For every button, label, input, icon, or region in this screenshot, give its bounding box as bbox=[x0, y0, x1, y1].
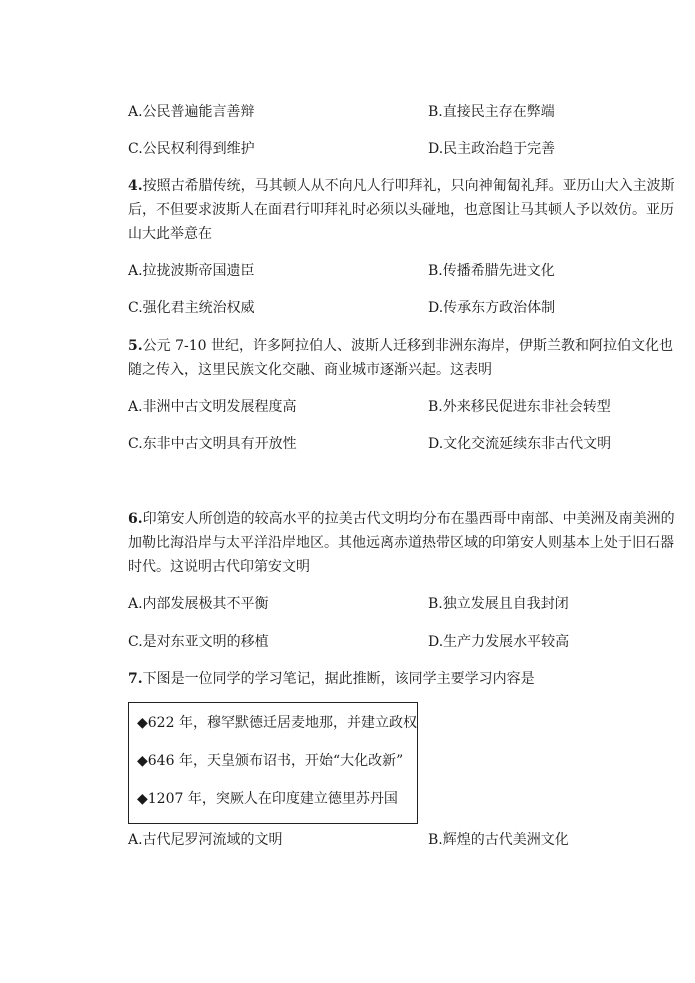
study-notes-box bbox=[128, 702, 418, 824]
study-note-2: ◆646 年，天皇颁布诏书，开始“大化改新” bbox=[137, 753, 404, 769]
q6-option-b: B.独立发展且自我封闭 bbox=[428, 596, 569, 612]
q5-option-a: A.非洲中古文明发展程度高 bbox=[128, 399, 297, 415]
q6-option-c: C.是对东亚文明的移植 bbox=[128, 634, 269, 650]
q6-option-a: A.内部发展极其不平衡 bbox=[128, 596, 269, 612]
q3-option-d: D.民主政治趋于完善 bbox=[428, 141, 556, 157]
q7-number: 7. bbox=[128, 671, 143, 687]
q4-stem-line3: 山大此举意在 bbox=[128, 226, 212, 242]
q6-number: 6. bbox=[128, 511, 143, 527]
q4-option-d: D.传承东方政治体制 bbox=[428, 300, 556, 316]
q4-stem-line1: 4.按照古希腊传统，马其顿人从不向凡人行叩拜礼，只向神匍匐礼拜。亚历山大入主波斯 bbox=[128, 178, 675, 194]
q5-number: 5. bbox=[128, 338, 143, 354]
q3-option-b: B.直接民主存在弊端 bbox=[428, 104, 555, 120]
q5-option-c: C.东非中古文明具有开放性 bbox=[128, 436, 297, 452]
q3-option-a: A.公民普遍能言善辩 bbox=[128, 104, 255, 120]
q6-stem-line2: 加勒比海沿岸与太平洋沿岸地区。其他远离赤道热带区域的印第安人则基本上处于旧石器 bbox=[128, 535, 674, 551]
q5-option-d: D.文化交流延续东非古代文明 bbox=[428, 436, 612, 452]
q6-stem-line1: 6.印第安人所创造的较高水平的拉美古代文明均分布在墨西哥中南部、中美洲及南美洲的 bbox=[128, 511, 675, 527]
q4-option-a: A.拉拢波斯帝国遗臣 bbox=[128, 263, 255, 279]
q5-stem-line2: 随之传入，这里民族文化交融、商业城市逐渐兴起。这表明 bbox=[128, 362, 492, 378]
study-note-3: ◆1207 年，突厥人在印度建立德里苏丹国 bbox=[137, 791, 398, 807]
q6-option-d: D.生产力发展水平较高 bbox=[428, 634, 570, 650]
q3-option-c: C.公民权利得到维护 bbox=[128, 141, 255, 157]
q4-number: 4. bbox=[128, 178, 143, 194]
q7-stem-line1: 7.下图是一位同学的学习笔记，据此推断，该同学主要学习内容是 bbox=[128, 671, 535, 687]
q6-stem-line3: 时代。这说明古代印第安文明 bbox=[128, 559, 310, 575]
study-note-1: ◆622 年，穆罕默德迁居麦地那，并建立政权 bbox=[137, 715, 417, 731]
q4-option-c: C.强化君主统治权威 bbox=[128, 300, 255, 316]
q4-option-b: B.传播希腊先进文化 bbox=[428, 263, 555, 279]
q5-option-b: B.外来移民促进东非社会转型 bbox=[428, 399, 611, 415]
q7-option-b: B.辉煌的古代美洲文化 bbox=[428, 832, 569, 848]
q4-stem-line2: 后，不但要求波斯人在面君行叩拜礼时必须以头碰地，也意图让马其顿人予以效仿。亚历 bbox=[128, 202, 674, 218]
q5-stem-line1: 5.公元 7-10 世纪，许多阿拉伯人、波斯人迁移到非洲东海岸，伊斯兰教和阿拉伯文化也 bbox=[128, 338, 673, 354]
q7-option-a: A.古代尼罗河流域的文明 bbox=[128, 832, 283, 848]
